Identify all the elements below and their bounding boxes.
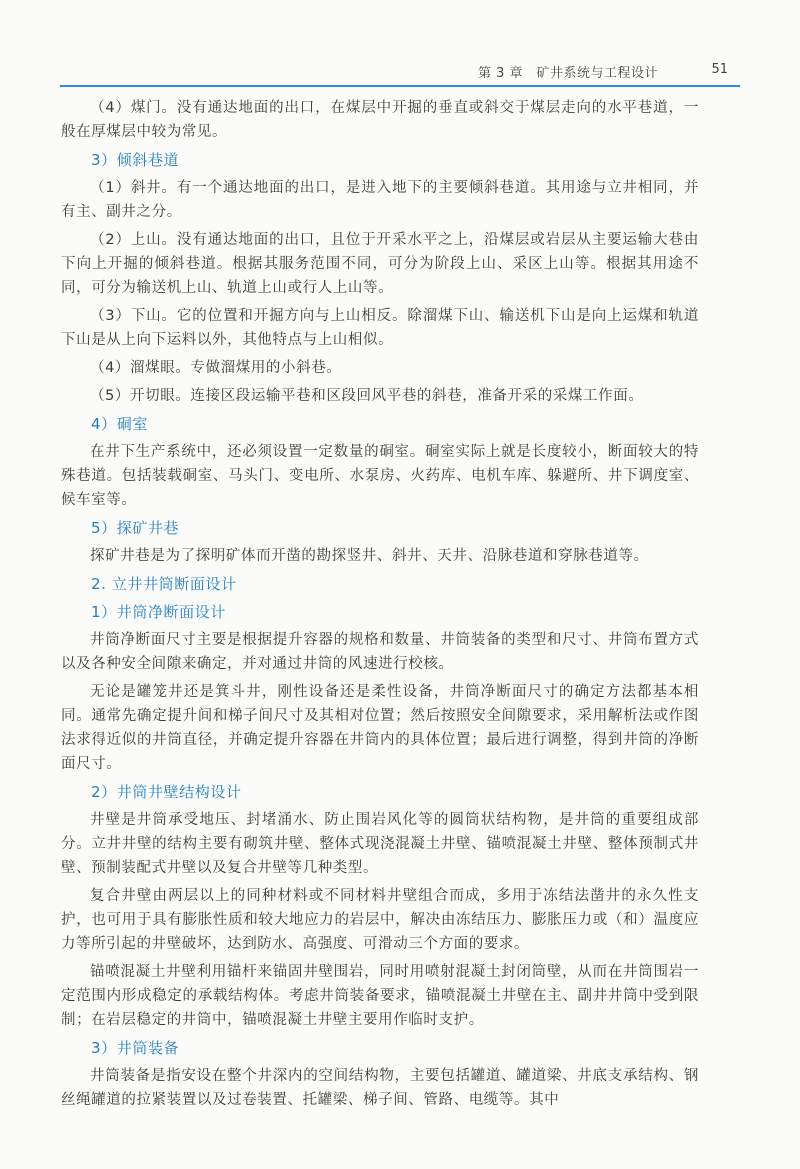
section-heading: 4）硐室: [91, 415, 148, 433]
paragraph: 探矿井巷是为了探明矿体而开凿的勘探竖井、斜井、天井、沿脉巷道和穿脉巷道等。: [90, 548, 649, 564]
section-heading: 1）井筒净断面设计: [91, 603, 226, 621]
paragraph: 复合井壁由两层以上的同种材料或不同材料井壁组合而成，多用于冻结法凿井的永久性支护，也可用于具有膨胀性质和较大地应力的岩层中，解决由冻结压力、膨胀压力或（和）温度应力等所引起的井壁破坏，达到防水、高强度、可滑动三个方面的要求。: [61, 888, 699, 952]
section-heading: 3）倾斜巷道: [91, 151, 180, 169]
paragraph: 无论是罐笼井还是箕斗井，刚性设备还是柔性设备，井筒净断面尺寸的确定方法都基本相同。通常先确定提升间和梯子间尺寸及其相对位置；然后按照安全间隙要求，采用解析法或作图法求得近似的井筒直径，并确定提升容器在井筒内的具体位置；最后进行调整，得到井筒的净断面尺寸。: [61, 684, 699, 772]
section-heading: 2）井筒井壁结构设计: [91, 783, 242, 801]
paragraph: 井筒净断面尺寸主要是根据提升容器的规格和数量、井筒装备的类型和尺寸、井筒布置方式以及各种安全间隙来确定，并对通过井筒的风速进行校核。: [61, 632, 699, 672]
paragraph: （2）上山。没有通达地面的出口，且位于开采水平之上，沿煤层或岩层从主要运输大巷由下向上开掘的倾斜巷道。根据其服务范围不同，可分为阶段上山、采区上山等。根据其用途不同，可分为输送机上山、轨道上山或行人上山等。: [61, 232, 699, 296]
paragraph: （3）下山。它的位置和开掘方向与上山相反。除溜煤下山、输送机下山是向上运煤和轨道下山是从上向下运料以外，其他特点与上山相似。: [61, 308, 699, 348]
page-header: [60, 62, 740, 84]
paragraph: （4）溜煤眼。专做溜煤用的小斜巷。: [90, 360, 342, 376]
paragraph: （4）煤门。没有通达地面的出口，在煤层中开掘的垂直或斜交于煤层走向的水平巷道，一般在厚煤层中较为常见。: [61, 100, 699, 140]
page-number: 51: [711, 62, 728, 77]
section-heading: 3）井筒装备: [91, 1039, 180, 1057]
paragraph: （1）斜井。有一个通达地面的出口，是进入地下的主要倾斜巷道。其用途与立井相同，并有主、副井之分。: [61, 180, 699, 220]
header-rule: [60, 85, 740, 87]
paragraph: 井壁是井筒承受地压、封堵涌水、防止围岩风化等的圆筒状结构物，是井筒的重要组成部分。立井井壁的结构主要有砌筑井壁、整体式现浇混凝土井壁、锚喷混凝土井壁、整体预制式井壁、预制装配式井壁以及复合井壁等几种类型。: [61, 812, 699, 876]
section-heading: 5）探矿井巷: [91, 519, 180, 537]
paragraph: 井筒装备是指安设在整个井深内的空间结构物，主要包括罐道、罐道梁、井底支承结构、钢丝绳罐道的拉紧装置以及过卷装置、托罐梁、梯子间、管路、电缆等。其中: [61, 1068, 699, 1108]
chapter-title: 第 3 章 矿井系统与工程设计: [477, 66, 658, 81]
paragraph: 在井下生产系统中，还必须设置一定数量的硐室。硐室实际上就是长度较小，断面较大的特殊巷道。包括装载硐室、马头门、变电所、水泵房、火药库、电机车库、躲避所、井下调度室、候车室等。: [61, 444, 699, 508]
section-heading: 2. 立井井筒断面设计: [91, 575, 237, 593]
paragraph: 锚喷混凝土井壁利用锚杆来锚固井壁围岩，同时用喷射混凝土封闭筒壁，从而在井筒围岩一定范围内形成稳定的承载结构体。考虑井筒装备要求，锚喷混凝土井壁在主、副井井筒中受到限制；在岩层稳定的井筒中，锚喷混凝土井壁主要用作临时支护。: [61, 964, 699, 1028]
page-body: [61, 96, 699, 1116]
paragraph: （5）开切眼。连接区段运输平巷和区段回风平巷的斜巷，准备开采的采煤工作面。: [90, 388, 644, 404]
